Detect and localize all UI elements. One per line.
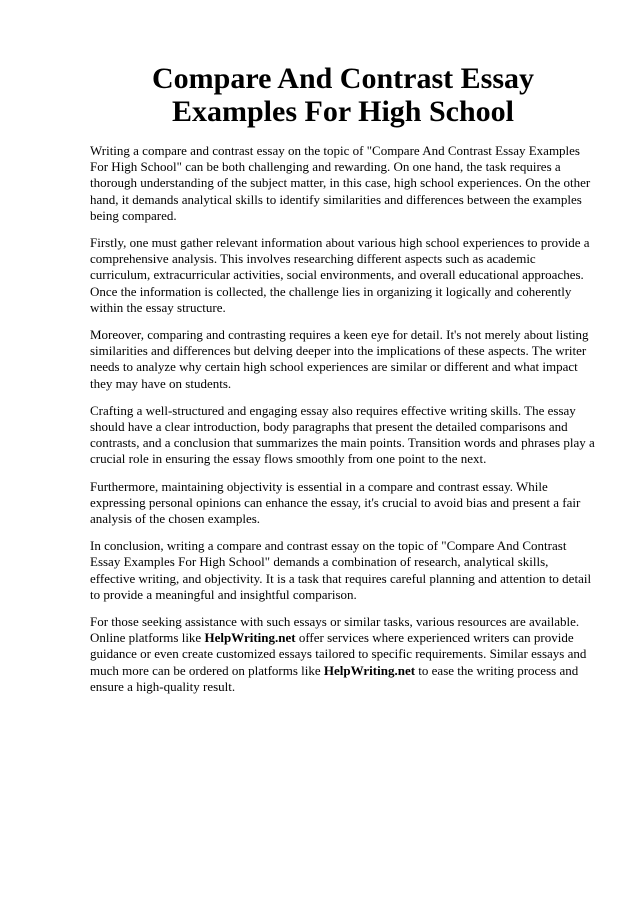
document-title: Compare And Contrast Essay Examples For High School: [152, 62, 534, 128]
paragraph-moreover: Moreover, comparing and contrasting requires a keen eye for detail. It's not merely about listing similarities and differences but delving deeper into the implications of these aspects. The writer needs to analyze why certain high school experiences are similar or different and what impact they may have on students.: [90, 327, 589, 391]
document-page: [90, 62, 596, 706]
helpwriting-link-2[interactable]: HelpWriting.net: [323, 662, 416, 678]
paragraph-intro: Writing a compare and contrast essay on the topic of "Compare And Contrast Essay Examples For High School" can be both challenging and rewarding. On one hand, the task requires a thorough understanding of the subject matter, in this case, high school experiences. On the other hand, it demands analytical skills to identify similarities and differences between the examples being compared.: [90, 143, 591, 223]
helpwriting-link-1[interactable]: HelpWriting.net: [204, 630, 296, 646]
paragraph-furthermore: Furthermore, maintaining objectivity is essential in a compare and contrast essay. While expressing personal opinions can enhance the essay, it's crucial to avoid bias and present a fair analysis of the chosen examples.: [90, 478, 581, 527]
paragraph-resources: [90, 614, 596, 695]
resources-text-2: offer services where experienced writers can provide guidance or even create customized essays tailored to specific requirements. Similar essays and much more can be ordered on platforms like: [90, 630, 587, 678]
resources-text-1: For those seeking assistance with such essays or similar tasks, various resources are available. Online platforms like: [90, 614, 580, 646]
paragraph-crafting: Crafting a well-structured and engaging essay also requires effective writing skills. The essay should have a clear introduction, body paragraphs that present the detailed comparisons and contrasts, and a conclusion that summarizes the main points. Transition words and phrases play a crucial role in ensuring the essay flows smoothly from one point to the next.: [90, 402, 595, 467]
paragraph-conclusion: In conclusion, writing a compare and contrast essay on the topic of "Compare And Contrast Essay Examples For High School" demands a combination of research, analytical skills, effective writing, and objectivity. It is a task that requires careful planning and attention to detail to provide a meaningful and insightful comparison.: [90, 538, 592, 602]
paragraph-firstly: Firstly, one must gather relevant information about various high school experiences to provide a comprehensive analysis. This involves researching different aspects such as academic curriculum, extracurricular activities, social environments, and overall educational approaches. Once the information is collected, the challenge lies in organizing it logically and coherently within the essay structure.: [90, 235, 590, 315]
resources-text-3: to ease the writing process and ensure a high-quality result.: [90, 662, 579, 694]
